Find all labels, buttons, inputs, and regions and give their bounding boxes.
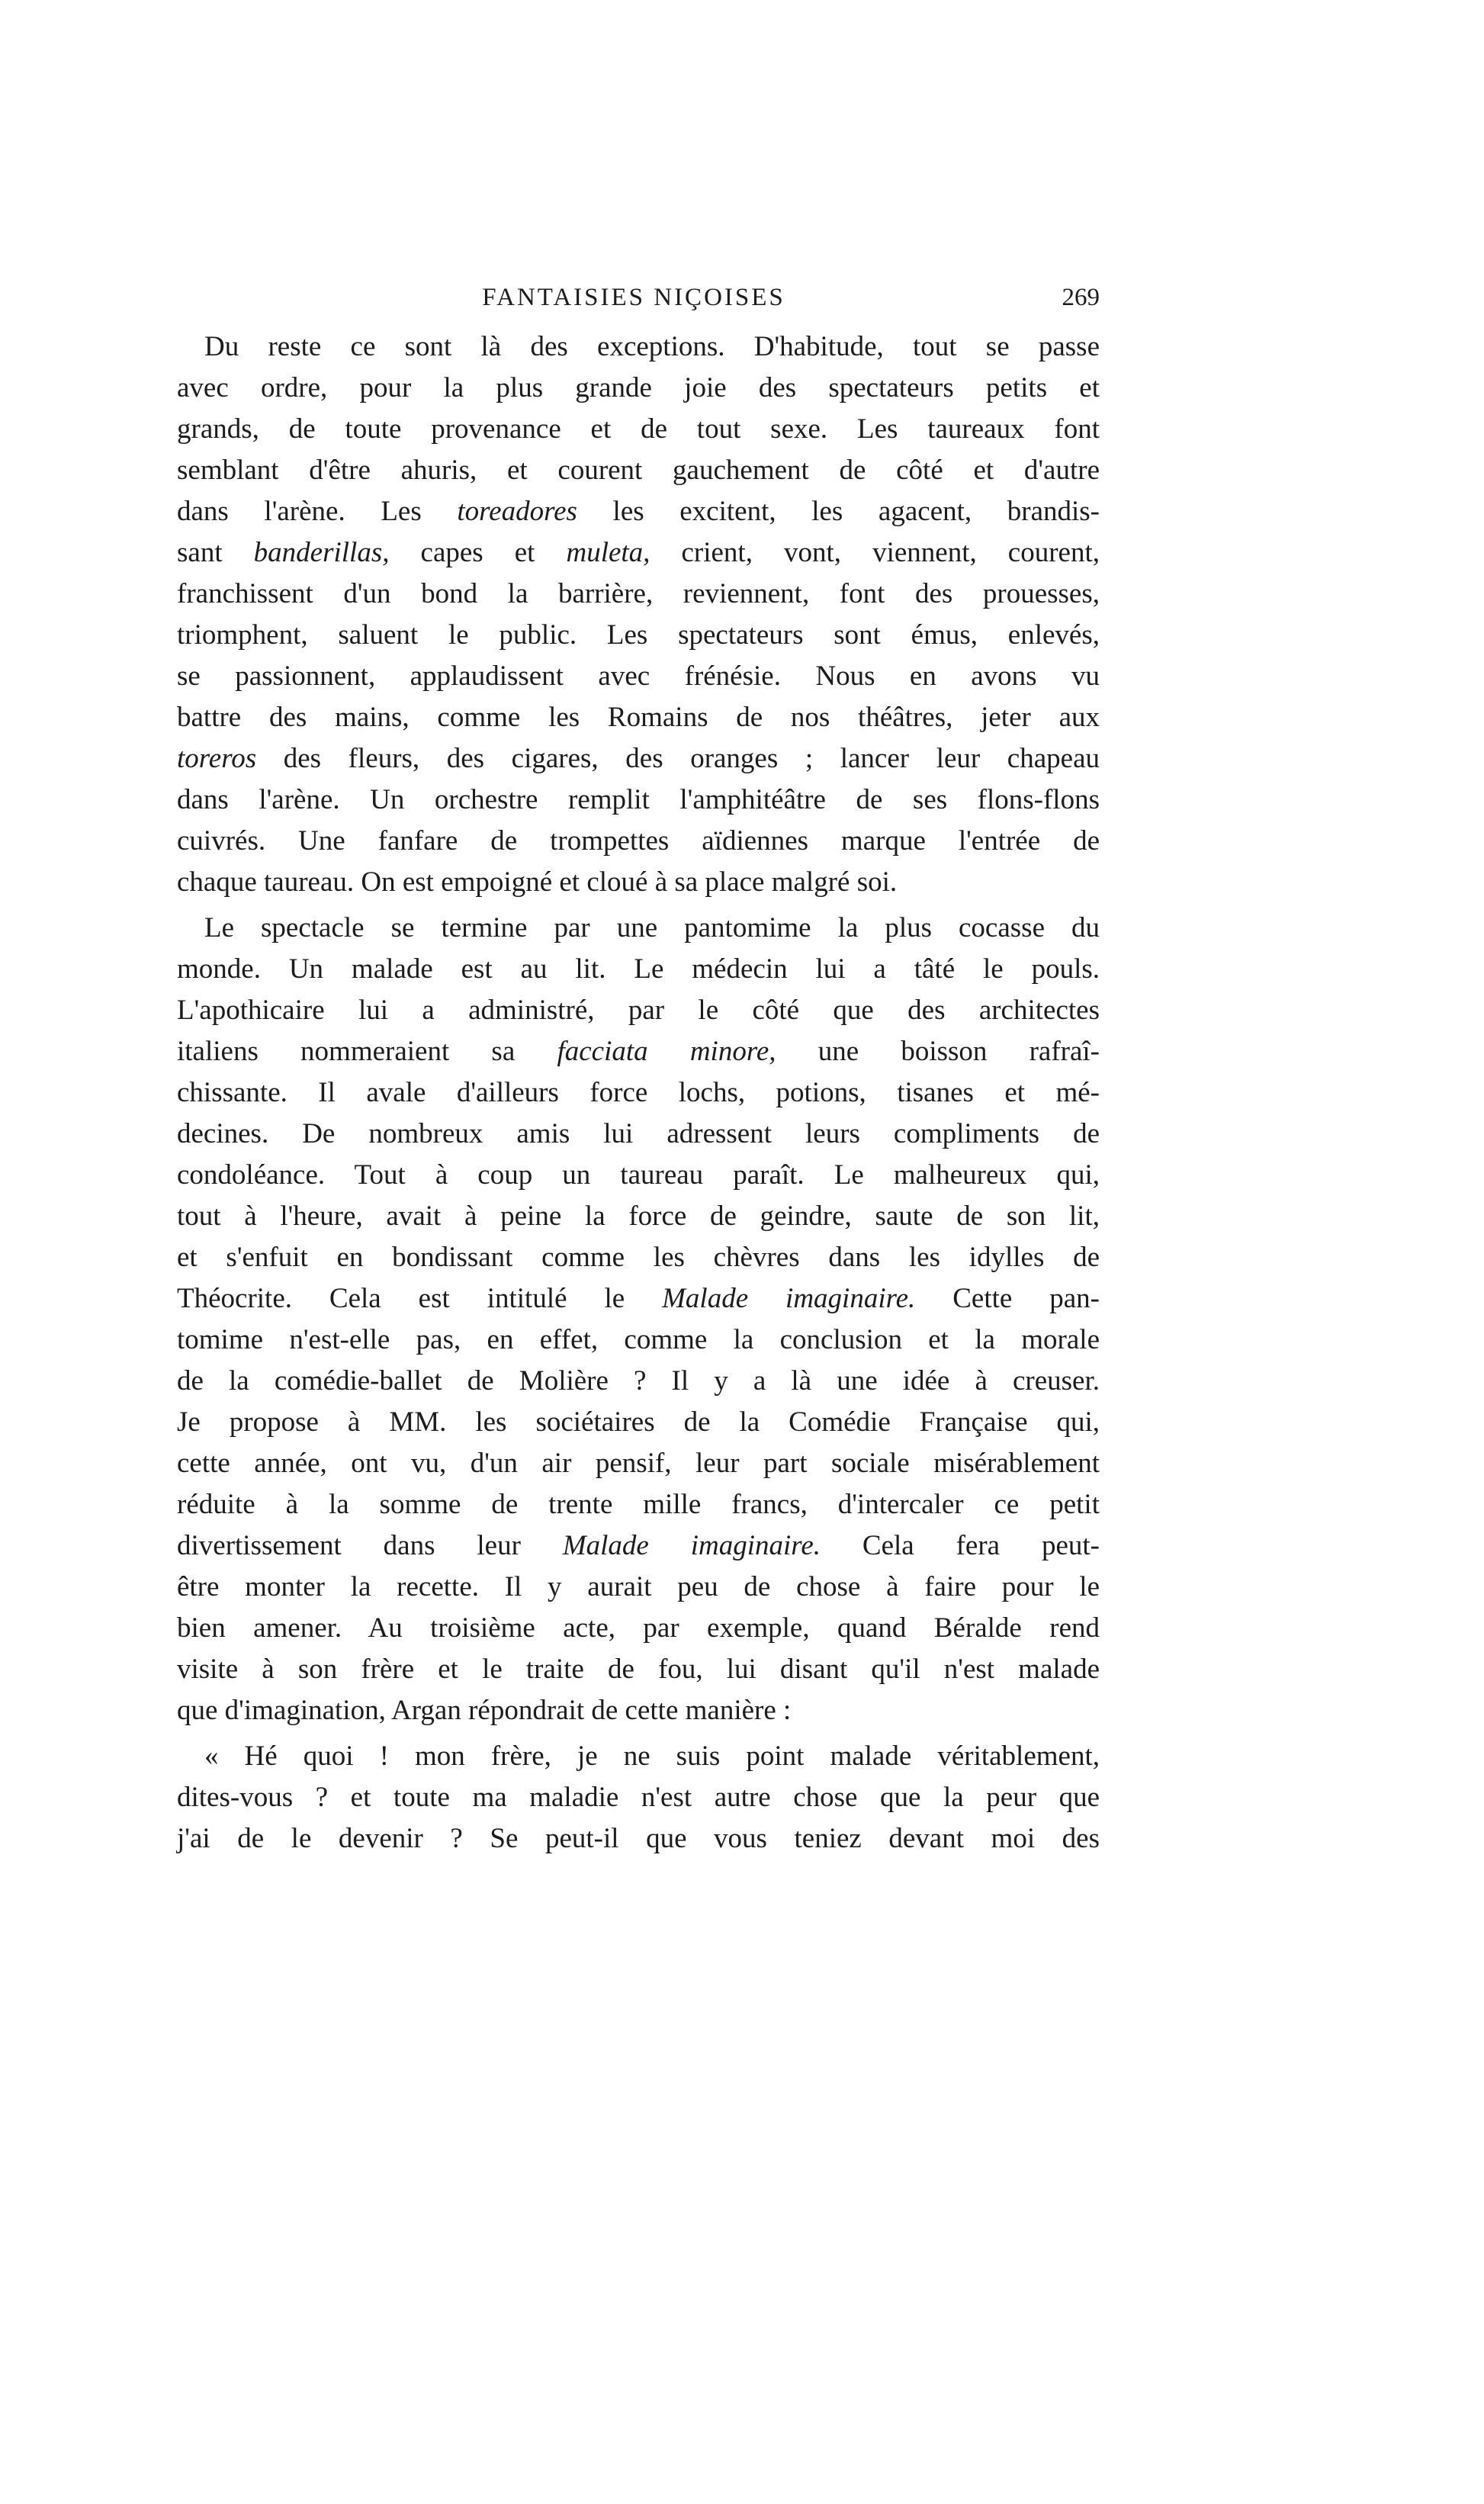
text-line (177, 1072, 1100, 1114)
text-line (177, 990, 1100, 1031)
text-line (177, 450, 1100, 491)
text-run: bien amener. Au troisième acte, par exemple, quand Béralde rend (177, 1612, 1100, 1644)
text-line (177, 738, 1100, 779)
text-run: decines. De nombreux amis lui adressent leurs compliments de (177, 1118, 1100, 1149)
text-run: chissante. Il avale d'ailleurs force lochs, potions, tisanes et mé- (177, 1077, 1100, 1108)
text-line (177, 1361, 1100, 1402)
italic-text: toreadores (457, 496, 577, 527)
text-run: capes et (389, 537, 567, 568)
text-run: dans l'arène. Les (177, 496, 458, 527)
text-line (177, 1196, 1100, 1237)
paragraph (177, 326, 1100, 903)
text-run: grands, de toute provenance et de tout sexe. Les taureaux font (177, 413, 1100, 445)
text-run: dites-vous ? et toute ma maladie n'est autre chose que la peur que (177, 1782, 1100, 1813)
text-run: Cette pan- (915, 1283, 1100, 1314)
text-run: semblant d'être ahuris, et courent gauchement de côté et d'autre (177, 455, 1100, 486)
text-run: visite à son frère et le traite de fou, lui disant qu'il n'est malade (177, 1654, 1100, 1685)
text-run: Cela fera peut- (821, 1530, 1100, 1561)
text-line (177, 1443, 1100, 1484)
text-line (177, 949, 1100, 990)
text-run: sant (177, 537, 254, 568)
text-run: Le spectacle se termine par une pantomime la plus cocasse du (204, 912, 1100, 943)
text-run: une boisson rafraî- (776, 1036, 1100, 1067)
text-run: j'ai de le devenir ? Se peut-il que vous teniez devant moi des (177, 1823, 1100, 1854)
running-head (168, 284, 1100, 322)
text-run: italiens nommeraient sa (177, 1036, 557, 1067)
text-run: tomime n'est-elle pas, en effet, comme la conclusion et la morale (177, 1324, 1100, 1355)
text-line (177, 368, 1100, 409)
text-run: battre des mains, comme les Romains de nos théâtres, jeter aux (177, 702, 1100, 733)
text-run: cette année, ont vu, d'un air pensif, leur part sociale misérablement (177, 1448, 1100, 1479)
text-line (177, 326, 1100, 368)
running-title: FANTAISIES NIÇOISES (482, 284, 785, 311)
text-line (177, 821, 1100, 862)
text-line (177, 1777, 1100, 1818)
text-line (177, 1690, 1100, 1731)
text-run: tout à l'heure, avait à peine la force de geindre, saute de son lit, (177, 1201, 1100, 1232)
text-run: se passionnent, applaudissent avec frénésie. Nous en avons vu (177, 661, 1100, 692)
text-run: monde. Un malade est au lit. Le médecin lui a tâté le pouls. (177, 953, 1100, 985)
text-run: L'apothicaire lui a administré, par le côté que des architectes (177, 995, 1100, 1026)
text-line (177, 1567, 1100, 1608)
text-run: chaque taureau. On est empoigné et cloué à sa place malgré soi. (177, 866, 898, 898)
text-run: que d'imagination, Argan répondrait de cette manière : (177, 1695, 792, 1726)
text-run: cuivrés. Une fanfare de trompettes aïdiennes marque l'entrée de (177, 825, 1100, 857)
italic-text: facciata minore, (557, 1036, 776, 1067)
text-line (177, 409, 1100, 450)
text-line (177, 862, 1100, 903)
paragraph (177, 1736, 1100, 1860)
italic-text: Malade imaginaire. (662, 1283, 916, 1314)
text-line (177, 1484, 1100, 1525)
text-line (177, 1237, 1100, 1278)
page-number: 269 (1062, 284, 1100, 311)
text-run: divertissement dans leur (177, 1530, 563, 1561)
italic-text: banderillas, (253, 537, 390, 568)
text-line (177, 491, 1100, 532)
text-line (177, 1031, 1100, 1072)
text-run: et s'enfuit en bondissant comme les chèvres dans les idylles de (177, 1242, 1100, 1273)
text-run: franchissent d'un bond la barrière, reviennent, font des prouesses, (177, 578, 1100, 609)
text-run: réduite à la somme de trente mille francs, d'intercaler ce petit (177, 1489, 1100, 1520)
text-line (177, 1525, 1100, 1567)
text-line (177, 1608, 1100, 1649)
text-line (177, 615, 1100, 656)
text-line (177, 908, 1100, 949)
text-run: les excitent, les agacent, brandis- (577, 496, 1100, 527)
text-run: de la comédie-ballet de Molière ? Il y a là une idée à creuser. (177, 1365, 1100, 1397)
text-run: « Hé quoi ! mon frère, je ne suis point malade véritablement, (204, 1741, 1100, 1772)
text-run: condoléance. Tout à coup un taureau paraît. Le malheureux qui, (177, 1159, 1100, 1191)
text-line (177, 574, 1100, 615)
paragraph (177, 908, 1100, 1731)
text-run: des fleurs, des cigares, des oranges ; lancer leur chapeau (256, 743, 1100, 774)
text-line (177, 1736, 1100, 1777)
text-run: être monter la recette. Il y aurait peu de chose à faire pour le (177, 1571, 1100, 1602)
text-line (177, 1818, 1100, 1860)
text-line (177, 697, 1100, 738)
text-run: Du reste ce sont là des exceptions. D'habitude, tout se passe (204, 331, 1100, 362)
text-line (177, 656, 1100, 697)
italic-text: muleta, (566, 537, 650, 568)
text-run: Théocrite. Cela est intitulé le (177, 1283, 663, 1314)
text-line (177, 1114, 1100, 1155)
italic-text: Malade imaginaire. (562, 1530, 821, 1561)
body-text (177, 326, 1100, 1860)
text-line (177, 1155, 1100, 1196)
text-line (177, 1649, 1100, 1690)
text-line (177, 1320, 1100, 1361)
text-line (177, 779, 1100, 821)
text-run: avec ordre, pour la plus grande joie des spectateurs petits et (177, 372, 1100, 403)
italic-text: toreros (177, 743, 257, 774)
text-run: dans l'arène. Un orchestre remplit l'amphitéâtre de ses flons-flons (177, 784, 1100, 815)
text-line (177, 1278, 1100, 1320)
text-line (177, 1402, 1100, 1443)
text-run: triomphent, saluent le public. Les spectateurs sont émus, enlevés, (177, 619, 1100, 651)
text-line (177, 532, 1100, 574)
text-run: crient, vont, viennent, courent, (650, 537, 1100, 568)
text-run: Je propose à MM. les sociétaires de la Comédie Française qui, (177, 1406, 1100, 1438)
